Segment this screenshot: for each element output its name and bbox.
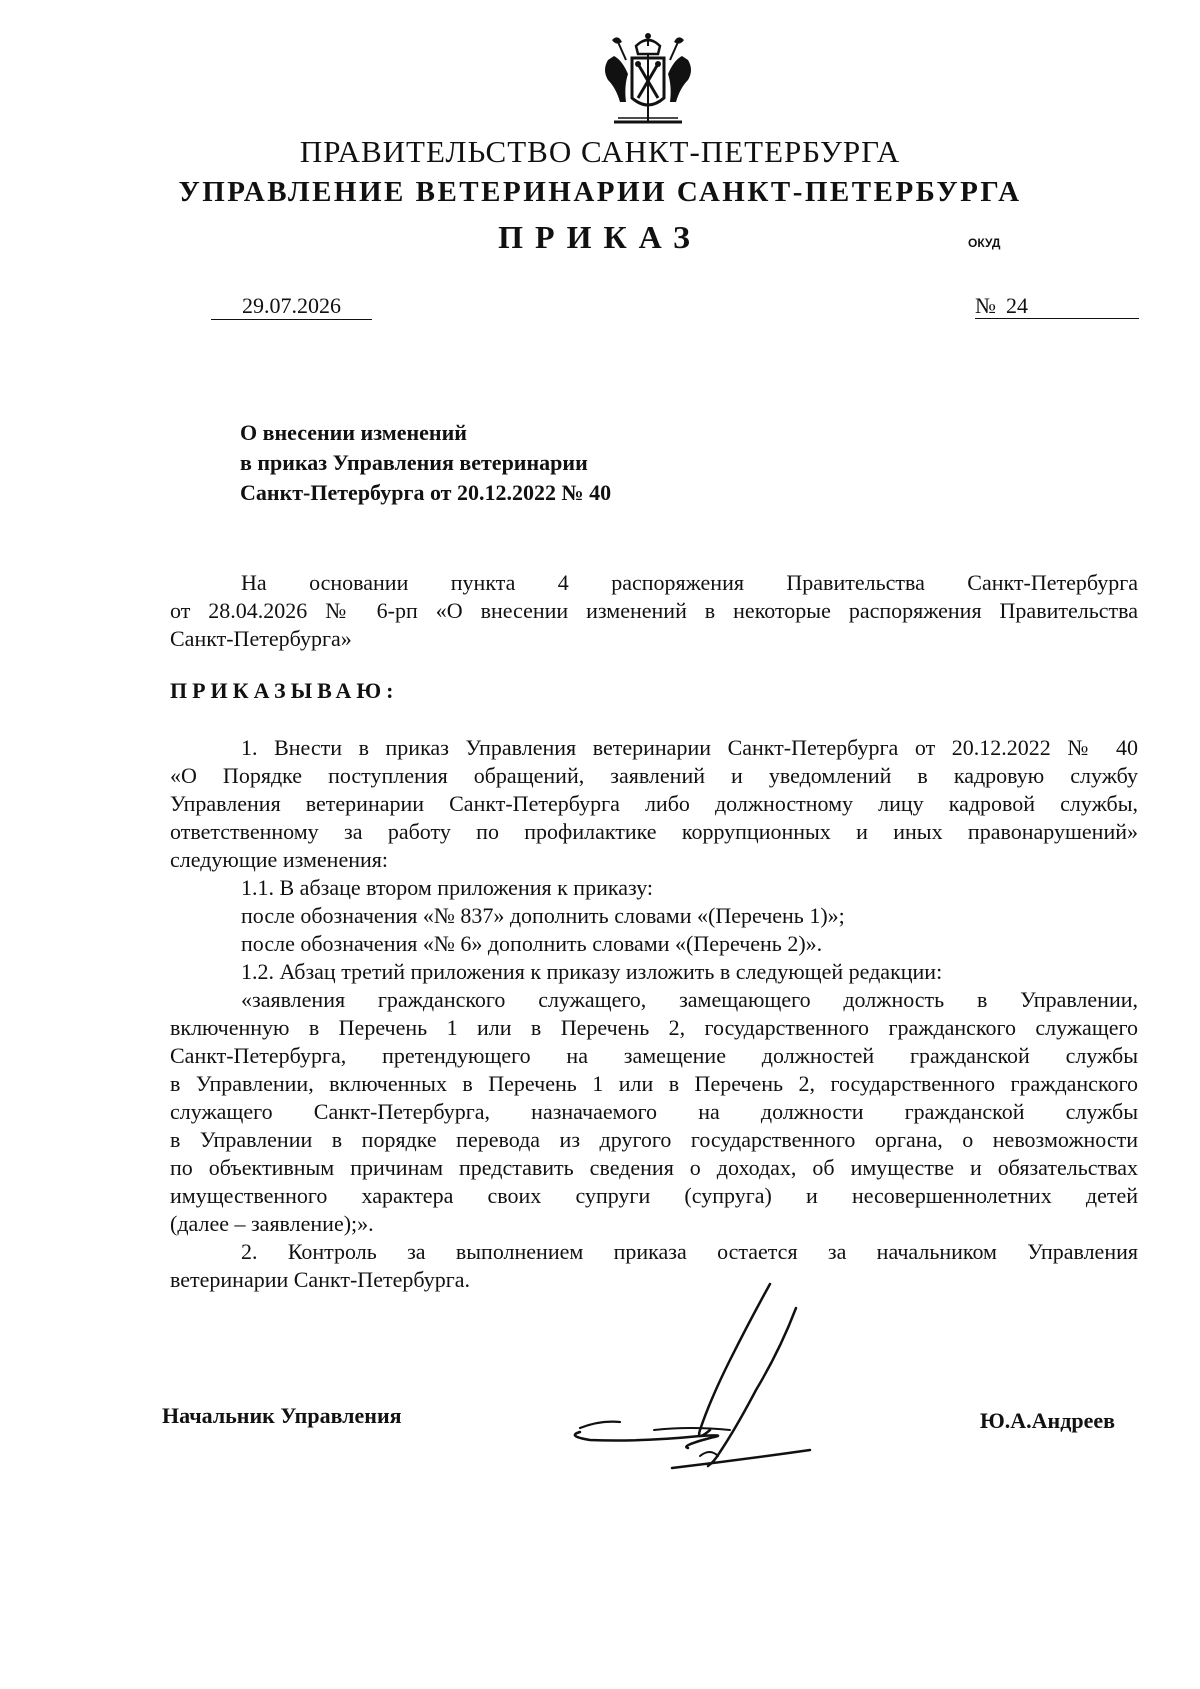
order-word: ПРИКАЗЫВАЮ: bbox=[170, 678, 399, 703]
government-title: ПРАВИТЕЛЬСТВО САНКТ-ПЕТЕРБУРГА bbox=[299, 134, 901, 169]
item-1-2-text-line: Санкт-Петербурга, претендующего на замещение должностей гражданской службы bbox=[170, 1043, 1138, 1068]
subject-line: Санкт-Петербурга от 20.12.2022 № 40 bbox=[240, 480, 612, 505]
document-number-label: № bbox=[975, 293, 996, 318]
item-1-2-text-line: по объективным причинам представить сведения о доходах, об имуществе и обязательствах bbox=[170, 1155, 1138, 1180]
item-2-line: ветеринарии Санкт-Петербурга. bbox=[170, 1267, 470, 1292]
item-1-2-text-line: в Управлении в порядке перевода из другого государственного органа, о невозможности bbox=[170, 1127, 1138, 1152]
signatory-title: Начальник Управления bbox=[162, 1403, 402, 1428]
preamble-paragraph bbox=[170, 569, 1138, 653]
item-1-2-text-line: в Управлении, включенных в Перечень 1 или в Перечень 2, государственного гражданского bbox=[170, 1071, 1138, 1096]
document-number-underline bbox=[975, 318, 1139, 319]
preamble-line: от 28.04.2026 № 6-рп «О внесении изменений в некоторые распоряжения Правительства bbox=[170, 598, 1138, 623]
item-1-2-text-line: имущественного характера своих супруги (супруга) и несовершеннолетних детей bbox=[170, 1183, 1138, 1208]
spb-coat-of-arms-icon bbox=[598, 30, 698, 134]
document-date: 29.07.2026 bbox=[211, 293, 372, 320]
subject-line: О внесении изменений bbox=[240, 420, 467, 445]
item-1-1-a: после обозначения «№ 837» дополнить словами «(Перечень 1)»; bbox=[241, 903, 845, 928]
item-1-1: 1.1. В абзаце втором приложения к приказу: bbox=[241, 875, 654, 900]
okud-label: ОКУД bbox=[968, 236, 1001, 250]
item-1-line: ответственному за работу по профилактике коррупционных и иных правонарушений» bbox=[170, 819, 1138, 844]
handwritten-signature-icon bbox=[560, 1280, 870, 1480]
signatory-name: Ю.А.Андреев bbox=[980, 1408, 1115, 1433]
item-1-line: Управления ветеринарии Санкт-Петербурга либо должностному лицу кадровой службы, bbox=[170, 791, 1138, 816]
item-1-2: 1.2. Абзац третий приложения к приказу изложить в следующей редакции: bbox=[241, 959, 943, 984]
order-items bbox=[170, 734, 1138, 1294]
document-type-title: ПРИКАЗ bbox=[498, 219, 702, 255]
item-1-line: 1. Внести в приказ Управления ветеринарии Санкт-Петербурга от 20.12.2022 № 40 bbox=[241, 735, 1138, 760]
item-2-line: 2. Контроль за выполнением приказа остается за начальником Управления bbox=[241, 1239, 1138, 1264]
item-1-line: следующие изменения: bbox=[170, 847, 388, 872]
subject-line: в приказ Управления ветеринарии bbox=[240, 450, 588, 475]
preamble-line: Санкт-Петербурга» bbox=[170, 626, 352, 651]
item-1-2-text-line: (далее – заявление);». bbox=[170, 1211, 374, 1236]
item-1-line: «О Порядке поступления обращений, заявлений и уведомлений в кадровую службу bbox=[170, 763, 1138, 788]
item-1-2-text-line: включенную в Перечень 1 или в Перечень 2, государственного гражданского служащего bbox=[170, 1015, 1138, 1040]
department-title: УПРАВЛЕНИЕ ВЕТЕРИНАРИИ САНКТ-ПЕТЕРБУРГА bbox=[178, 176, 1022, 208]
document-number: 24 bbox=[1006, 293, 1028, 318]
item-1-2-text-line: «заявления гражданского служащего, замещающего должность в Управлении, bbox=[241, 987, 1138, 1012]
item-1-2-text-line: служащего Санкт-Петербурга, назначаемого на должности гражданской службы bbox=[170, 1099, 1138, 1124]
preamble-line: На основании пункта 4 распоряжения Правительства Санкт-Петербурга bbox=[241, 570, 1138, 595]
item-1-1-b: после обозначения «№ 6» дополнить словами «(Перечень 2)». bbox=[241, 931, 823, 956]
subject-block bbox=[240, 418, 611, 508]
